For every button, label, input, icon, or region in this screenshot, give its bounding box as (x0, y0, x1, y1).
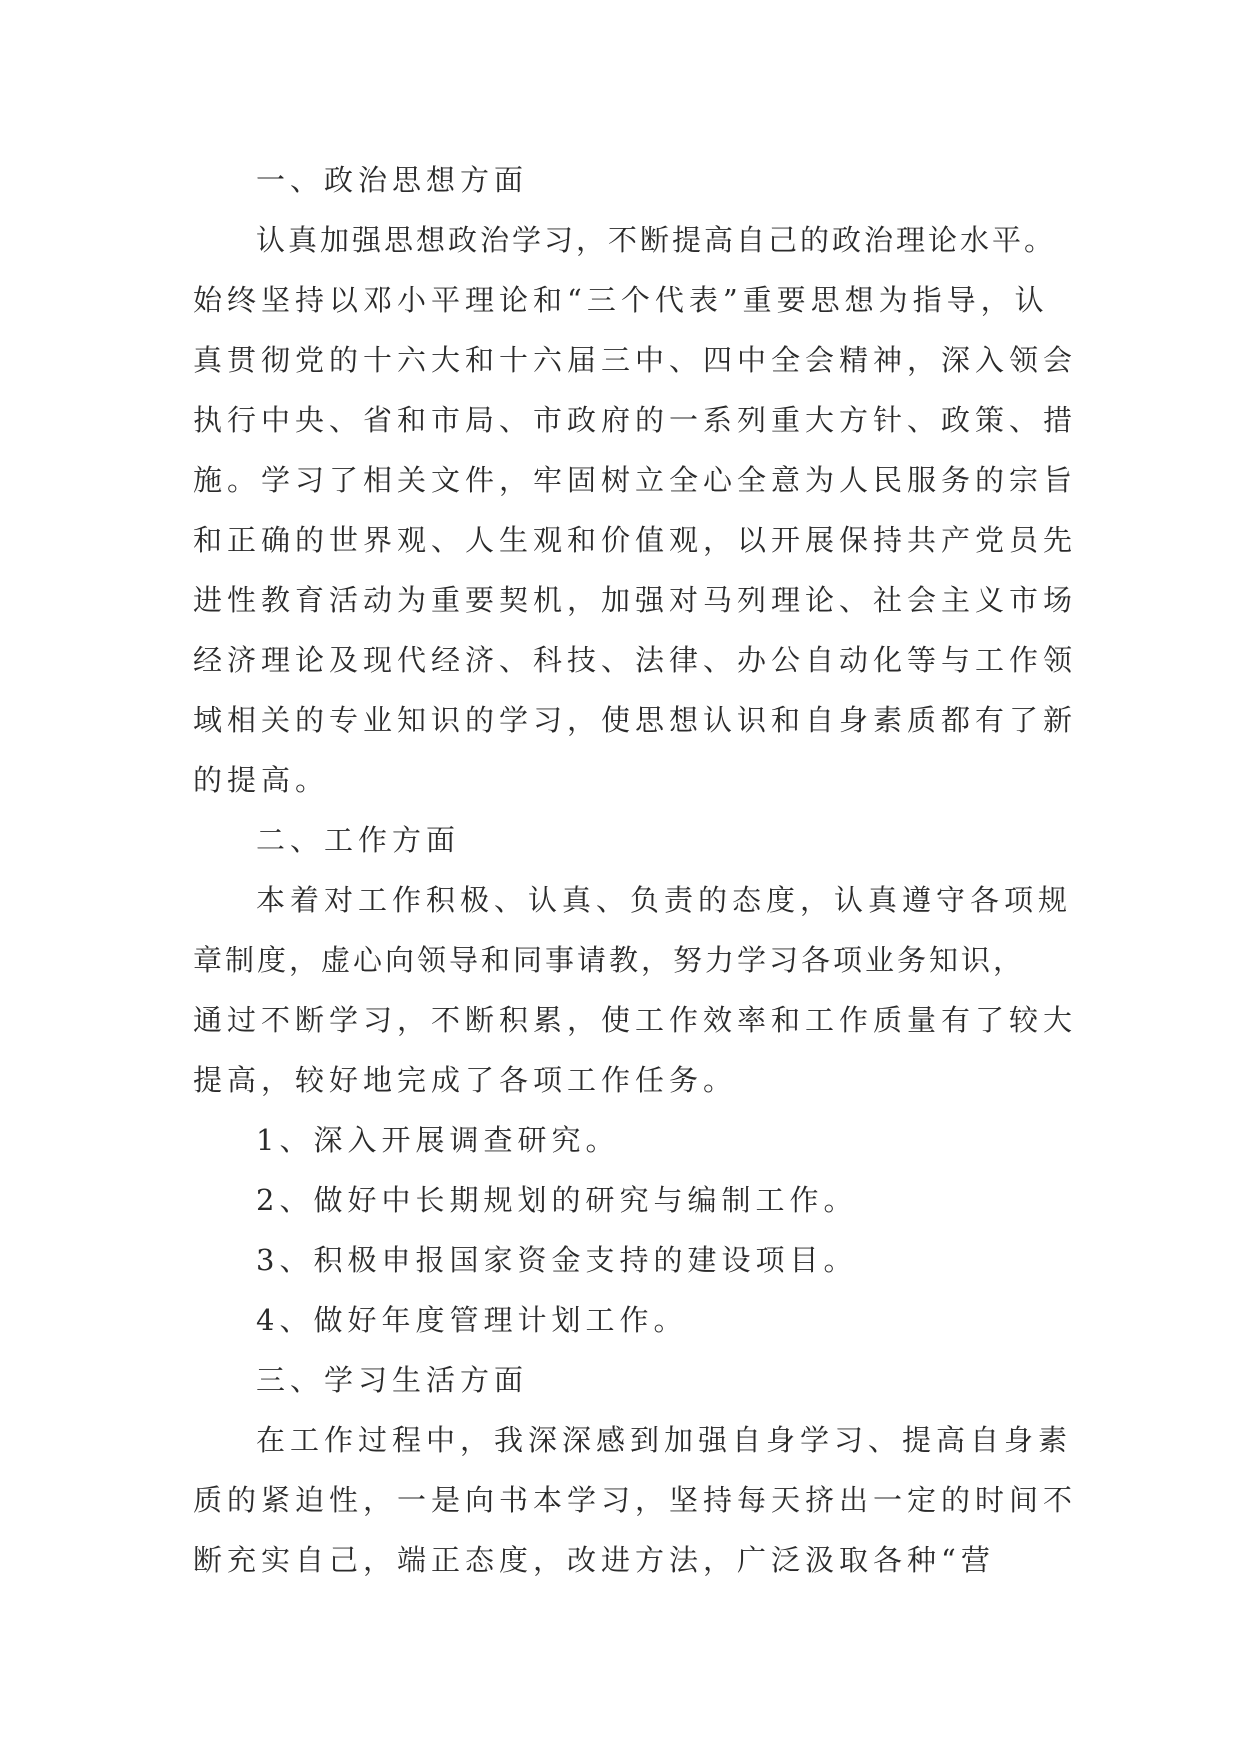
paragraph-line: 和正确的世界观、人生观和价值观，以开展保持共产党员先 (193, 523, 1078, 557)
paragraph-line: 提高，较好地完成了各项工作任务。 (193, 1063, 738, 1097)
list-item: 2、做好中长期规划的研究与编制工作。 (256, 1183, 858, 1217)
paragraph-line: 章制度，虚心向领导和同事请教，努力学习各项业务知识， (193, 943, 1026, 977)
section-heading: 二、工作方面 (256, 823, 461, 857)
paragraph-line: 的提高。 (193, 763, 330, 797)
paragraph-line: 施。学习了相关文件，牢固树立全心全意为人民服务的宗旨 (193, 463, 1078, 497)
paragraph-line: 进性教育活动为重要契机，加强对马列理论、社会主义市场 (193, 583, 1078, 617)
paragraph-line: 经济理论及现代经济、科技、法律、办公自动化等与工作领 (193, 643, 1078, 677)
list-item: 1、深入开展调查研究。 (256, 1123, 620, 1157)
paragraph-line: 断充实自己，端正态度，改进方法，广泛汲取各种“营 (193, 1543, 995, 1577)
section-heading: 一、政治思想方面 (256, 163, 529, 197)
paragraph-line: 质的紧迫性，一是向书本学习，坚持每天挤出一定的时间不 (193, 1483, 1078, 1517)
paragraph-line: 域相关的专业知识的学习，使思想认识和自身素质都有了新 (193, 703, 1078, 737)
paragraph-line: 执行中央、省和市局、市政府的一系列重大方针、政策、措 (193, 403, 1078, 437)
paragraph-line: 认真加强思想政治学习，不断提高自己的政治理论水平。 (256, 223, 1057, 257)
list-item: 4、做好年度管理计划工作。 (256, 1303, 688, 1337)
paragraph-line: 始终坚持以邓小平理论和“三个代表”重要思想为指导，认 (193, 283, 1049, 317)
document-body (193, 150, 1078, 1590)
paragraph-line: 在工作过程中，我深深感到加强自身学习、提高自身素 (256, 1423, 1073, 1457)
paragraph-line: 通过不断学习，不断积累，使工作效率和工作质量有了较大 (193, 1003, 1078, 1037)
section-heading: 三、学习生活方面 (256, 1363, 529, 1397)
paragraph-line: 真贯彻党的十六大和十六届三中、四中全会精神，深入领会 (193, 343, 1078, 377)
paragraph-line: 本着对工作积极、认真、负责的态度，认真遵守各项规 (256, 883, 1073, 917)
list-item: 3、积极申报国家资金支持的建设项目。 (256, 1243, 858, 1277)
